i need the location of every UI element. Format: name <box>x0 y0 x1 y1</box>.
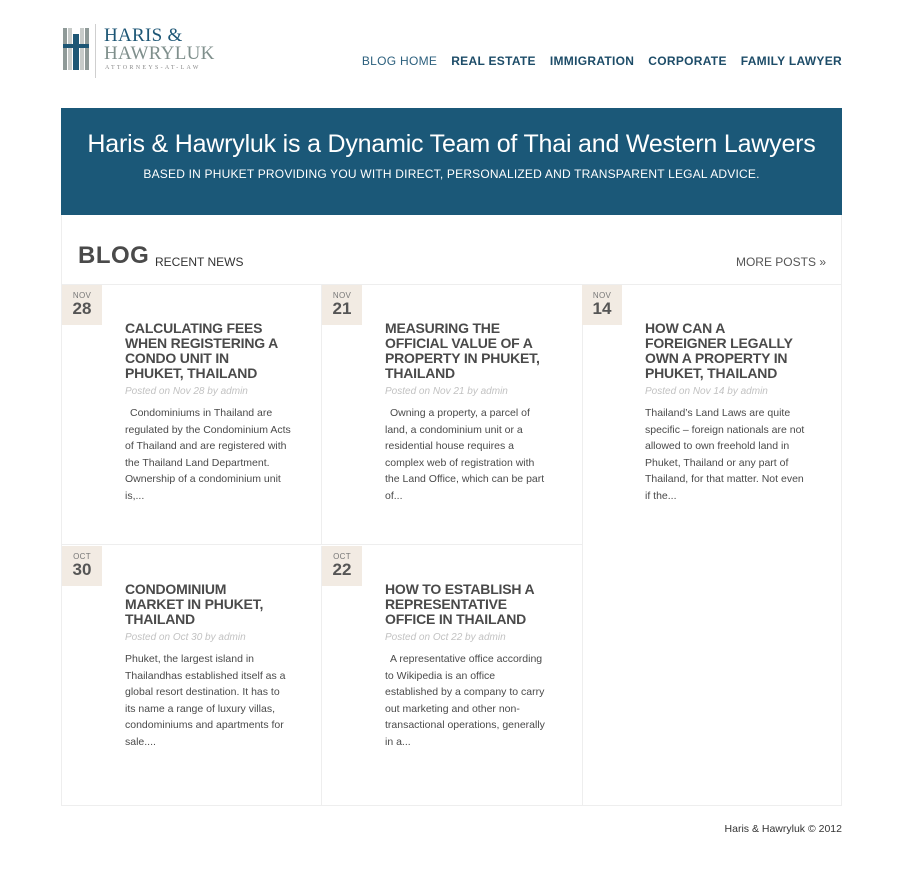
post-card <box>62 285 322 545</box>
blog-title: BLOG <box>78 242 150 269</box>
post-meta: Posted on Nov 21 by admin <box>385 386 508 397</box>
post-title-link[interactable]: CONDOMINIUM MARKET IN PHUKET, THAILAND <box>125 581 264 627</box>
post-card <box>322 285 582 545</box>
date-day: 14 <box>592 299 612 318</box>
nav-corporate[interactable]: CORPORATE <box>648 54 727 68</box>
post-excerpt: Phuket, the largest island in Thailandhas established itself as a global resort destination. It has to its name a range of luxury villas, condominiums and apartments for sale.... <box>125 653 286 748</box>
post-meta: Posted on Oct 22 by admin <box>385 632 506 643</box>
post-title-link[interactable]: CALCULATING FEES WHEN REGISTERING A CONDO UNIT IN PHUKET, THAILAND <box>125 320 278 381</box>
date-badge <box>322 546 362 586</box>
logo-divider <box>95 24 96 78</box>
post-card <box>62 546 322 806</box>
date-day: 21 <box>332 299 352 318</box>
logo-monogram-icon <box>63 28 89 70</box>
post-excerpt: A representative office according to Wikipedia is an office established by a company to carry out marketing and other non-transactional operations, generally in a... <box>385 653 545 748</box>
hero-banner <box>61 108 842 215</box>
date-month: NOV <box>592 291 612 300</box>
post-card <box>322 546 582 806</box>
blog-subtitle: RECENT NEWS <box>155 255 244 269</box>
nav-family-lawyer[interactable]: FAMILY LAWYER <box>740 54 842 68</box>
post-meta: Posted on Nov 14 by admin <box>645 386 768 397</box>
hero-title: Haris & Hawryluk is a Dynamic Team of Thai and Western Lawyers <box>87 130 816 158</box>
post-excerpt: Condominiums in Thailand are regulated by the Condominium Acts of Thailand and are registered with the Thailand Land Department. Ownership of a condominium unit is,... <box>125 407 291 502</box>
main-nav <box>362 54 842 68</box>
nav-real-estate[interactable]: REAL ESTATE <box>451 54 536 68</box>
blog-section <box>61 215 842 806</box>
post-excerpt: Thailand’s Land Laws are quite specific – foreign nationals are not allowed to own freehold land in Phuket, Thailand or any part of Thailand, for that matter. Not even if the... <box>645 407 805 502</box>
nav-immigration[interactable]: IMMIGRATION <box>549 54 635 68</box>
date-month: NOV <box>72 291 92 300</box>
blog-header <box>62 215 841 285</box>
post-title-link[interactable]: HOW CAN A FOREIGNER LEGALLY OWN A PROPERTY IN PHUKET, THAILAND <box>645 320 793 381</box>
post-card <box>582 285 843 545</box>
date-badge <box>62 546 102 586</box>
date-month: OCT <box>333 552 351 561</box>
post-title-link[interactable]: MEASURING THE OFFICIAL VALUE OF A PROPERTY IN PHUKET, THAILAND <box>385 320 540 381</box>
date-month: NOV <box>332 291 352 300</box>
date-badge <box>62 285 102 325</box>
date-day: 22 <box>332 560 352 579</box>
site-logo[interactable] <box>63 24 223 78</box>
hero-subtitle: BASED IN PHUKET PROVIDING YOU WITH DIRECT, PERSONALIZED AND TRANSPARENT LEGAL ADVICE. <box>143 167 760 181</box>
date-day: 30 <box>72 560 92 579</box>
more-posts-link[interactable]: MORE POSTS » <box>735 255 826 269</box>
logo-name-line2: HAWRYLUK <box>104 43 215 64</box>
date-badge <box>582 285 622 325</box>
post-meta: Posted on Nov 28 by admin <box>125 386 248 397</box>
post-title-link[interactable]: HOW TO ESTABLISH A REPRESENTATIVE OFFICE IN THAILAND <box>385 581 534 627</box>
post-meta: Posted on Oct 30 by admin <box>125 632 246 643</box>
posts-grid <box>62 285 843 806</box>
nav-blog-home[interactable]: BLOG HOME <box>361 54 438 68</box>
post-excerpt: Owning a property, a parcel of land, a condominium unit or a residential house requires a complex web of registration with the Land Office, which can be part of... <box>385 407 545 502</box>
footer-copyright: Haris & Hawryluk © 2012 <box>724 823 842 835</box>
date-month: OCT <box>73 552 91 561</box>
logo-tagline: ATTORNEYS-AT-LAW <box>105 65 201 71</box>
date-badge <box>322 285 362 325</box>
date-day: 28 <box>72 299 92 318</box>
logo-name-line1: HARIS & <box>104 25 183 46</box>
